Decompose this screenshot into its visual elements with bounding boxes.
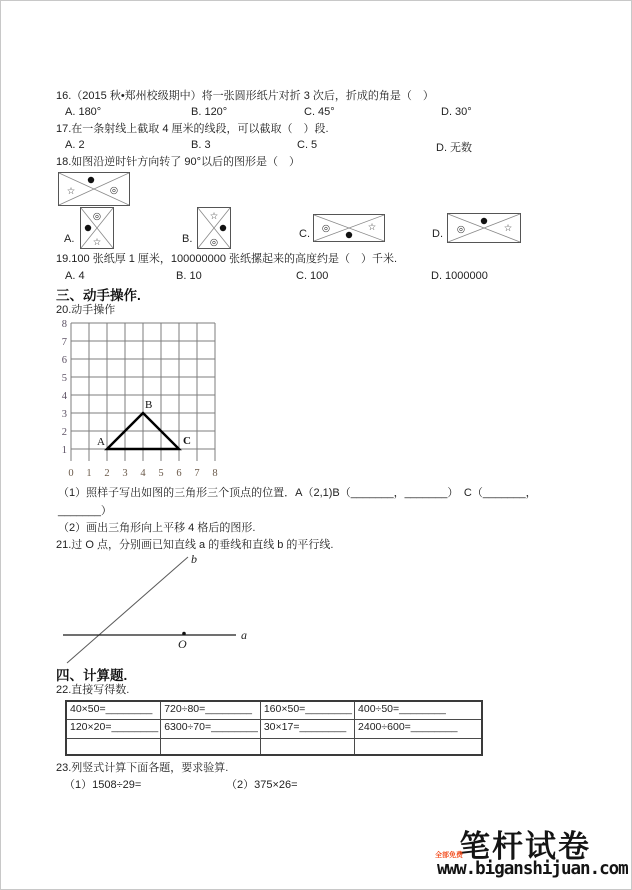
table-cell: 120×20=________	[66, 720, 161, 739]
star-icon: ☆	[367, 222, 377, 233]
x-axis-label: 5	[158, 468, 164, 479]
y-axis-label: 7	[61, 337, 67, 348]
section-4-heading: 四、计算题.	[56, 668, 128, 683]
table-cell: 2400÷600=________	[355, 720, 482, 739]
question-19-text: 19.100 张纸厚 1 厘米，100000000 张纸摞起来的高度约是（ ）千米.	[56, 253, 398, 265]
rotation-figure-b	[197, 207, 231, 249]
rotation-figure-d	[447, 213, 521, 243]
option-a: A. 180°	[65, 106, 102, 118]
dot-icon	[85, 225, 91, 231]
x-axis-label: 8	[212, 468, 218, 479]
question-18-text: 18.如图沿逆时针方向转了 90°以后的图形是（ ）	[56, 156, 300, 168]
vertex-label-c: C	[183, 435, 191, 447]
question-20-sub2: （2）画出三角形向上平移 4 格后的图形.	[58, 522, 256, 534]
table-row	[66, 720, 482, 739]
x-axis-label: 2	[104, 468, 110, 479]
point-o-label: O	[178, 637, 187, 651]
dot-icon	[88, 177, 94, 183]
table	[65, 700, 483, 756]
option-c: C. 5	[297, 139, 318, 151]
rotation-figure-c	[313, 214, 385, 242]
question-21-text: 21.过 O 点，分别画已知直线 a 的垂线和直线 b 的平行线.	[56, 539, 334, 551]
y-axis-label: 8	[61, 319, 67, 330]
question-22-text: 22.直接写得数.	[56, 684, 130, 696]
figure-label-d: D.	[432, 228, 443, 240]
question-23-text: 23.列竖式计算下面各题，要求验算.	[56, 762, 229, 774]
table-cell: 30×17=________	[260, 720, 354, 739]
line-b	[67, 557, 188, 663]
question-20-sub1: （1）照样子写出如图的三角形三个顶点的位置．A（2,1)B（_______，_______） C（_______，	[58, 487, 537, 499]
table-cell: 720÷80=________	[161, 701, 261, 720]
dot-icon	[481, 218, 487, 224]
calculation-table	[65, 700, 483, 756]
y-axis-label: 3	[61, 409, 67, 420]
x-axis-label: 3	[122, 468, 128, 479]
x-axis-label: 1	[86, 468, 92, 479]
table-cell	[161, 739, 261, 756]
section-3-heading: 三、动手操作.	[56, 288, 141, 303]
dot-icon	[346, 232, 352, 238]
figure-label-c: C.	[299, 228, 310, 240]
figure-label-a: A.	[64, 233, 75, 245]
star-icon: ☆	[503, 223, 513, 234]
y-axis-label: 4	[61, 391, 67, 402]
x-axis-label: 7	[194, 468, 200, 479]
dot-icon	[220, 225, 226, 231]
table-cell	[260, 739, 354, 756]
watermark-free-tag: 全部免费	[435, 852, 463, 859]
point-o-dot	[182, 632, 186, 636]
question-16-options	[1, 106, 632, 120]
star-icon: ☆	[92, 237, 102, 248]
vertex-label-a: A	[97, 436, 105, 448]
option-b: B. 3	[191, 139, 211, 151]
grid-figure	[59, 318, 234, 484]
ring-icon: ◎	[92, 211, 102, 222]
x-axis-label: 0	[68, 468, 74, 479]
table-cell: 6300÷70=________	[161, 720, 261, 739]
figure-18-original	[58, 172, 130, 206]
table-cell: 40×50=________	[66, 701, 161, 720]
ring-icon: ◎	[321, 223, 331, 234]
option-a: A. 2	[65, 139, 85, 151]
question-23-item-1: （1）1508÷29=	[64, 779, 142, 791]
option-d: D. 30°	[441, 106, 472, 118]
watermark-brand: 笔杆试卷	[459, 829, 591, 864]
figure-label-b: B.	[182, 233, 193, 245]
star-icon: ☆	[66, 186, 76, 197]
y-axis-label: 5	[61, 373, 67, 384]
ring-icon: ◎	[109, 185, 119, 196]
question-23-item-2: （2）375×26=	[226, 779, 298, 791]
x-axis-label: 6	[176, 468, 182, 479]
question-20-sub1-cont: _______）	[58, 505, 112, 517]
lines-figure	[59, 549, 254, 671]
line-a-label: a	[241, 628, 247, 642]
question-17-text: 17.在一条射线上截取 4 厘米的线段，可以截取（ ）段.	[56, 123, 329, 135]
option-d: D. 无数	[436, 142, 473, 154]
y-axis-label: 1	[61, 445, 67, 456]
rotation-figure-a	[80, 207, 114, 249]
y-axis-label: 6	[61, 355, 67, 366]
table-cell: 400÷50=________	[355, 701, 482, 720]
ring-icon: ◎	[456, 224, 466, 235]
x-axis-label: 4	[140, 468, 146, 479]
table-row	[66, 739, 482, 756]
question-17-options	[1, 139, 632, 153]
table-cell	[355, 739, 482, 756]
line-b-label: b	[191, 552, 197, 566]
ring-icon: ◎	[209, 237, 219, 248]
star-icon: ☆	[209, 211, 219, 222]
option-a: A. 4	[65, 270, 85, 282]
table-row	[66, 701, 482, 720]
option-c: C. 100	[296, 270, 329, 282]
option-b: B. 10	[176, 270, 202, 282]
vertex-label-b: B	[145, 399, 153, 411]
option-d: D. 1000000	[431, 270, 488, 282]
option-c: C. 45°	[304, 106, 335, 118]
y-axis-label: 2	[61, 427, 67, 438]
question-16-text: 16.（2015 秋•郑州校级期中）将一张圆形纸片对折 3 次后，折成的角是（ ）	[56, 90, 434, 102]
option-b: B. 120°	[191, 106, 228, 118]
question-19-options	[1, 270, 632, 284]
table-cell	[66, 739, 161, 756]
watermark-url: www.biganshijuan.com	[437, 859, 628, 879]
table-cell: 160×50=________	[260, 701, 354, 720]
question-20-text: 20.动手操作	[56, 304, 116, 316]
